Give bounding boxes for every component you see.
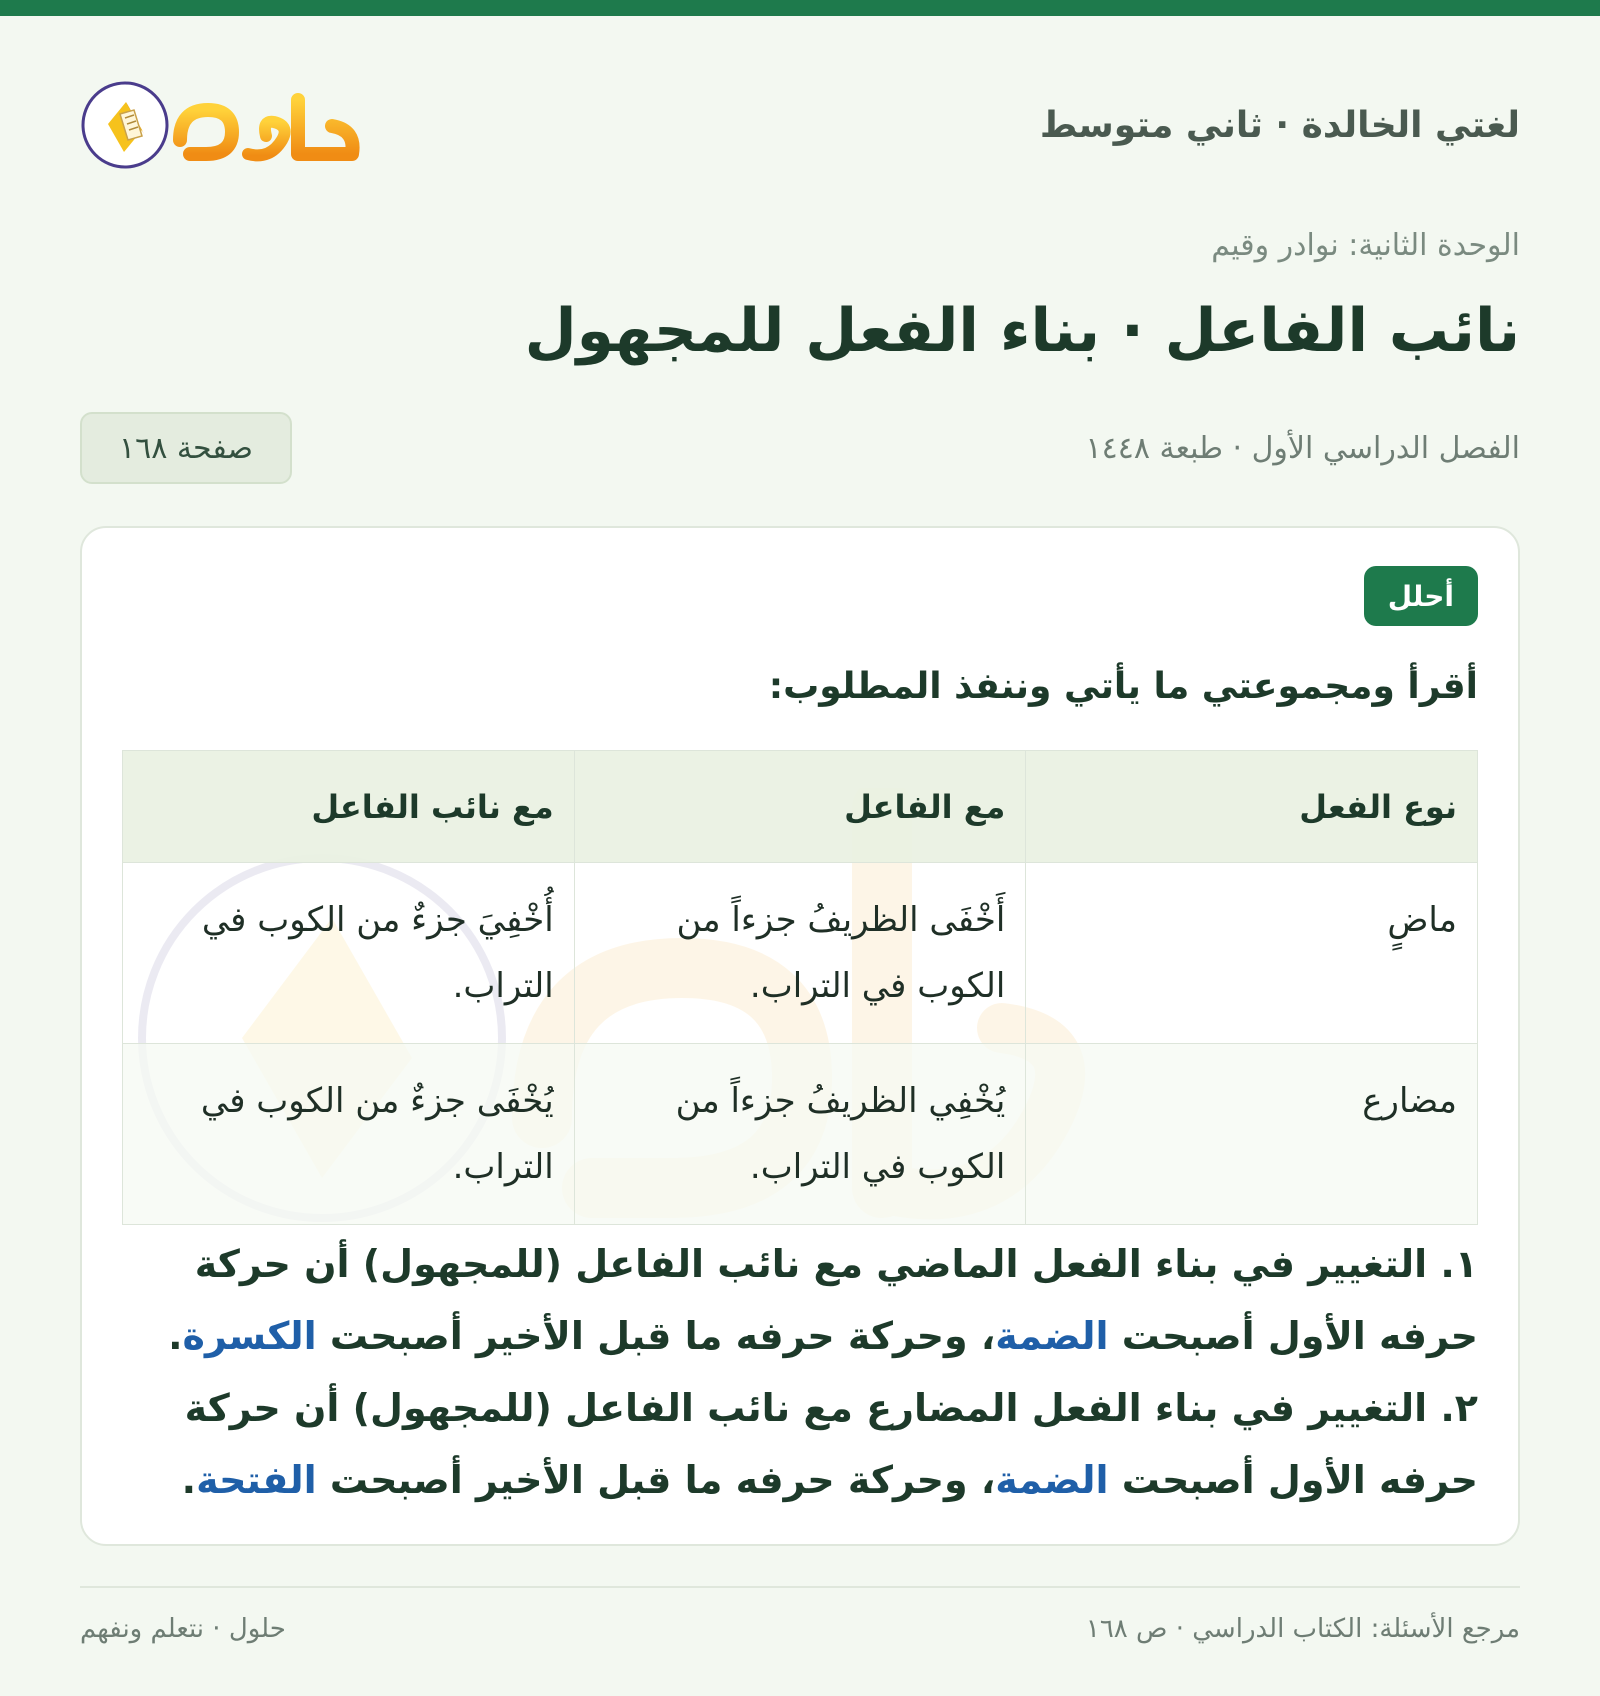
- table-row: [123, 1044, 1478, 1225]
- answer-highlight: الكسرة: [182, 1314, 317, 1358]
- footer-brand: حلول · نتعلم ونفهم: [80, 1614, 286, 1644]
- answer-number: ٢.: [1440, 1386, 1478, 1430]
- top-accent-bar: [0, 0, 1600, 16]
- table-cell: أَخْفَى الظريفُ جزءاً من الكوب في التراب.: [574, 863, 1026, 1044]
- answer-end: .: [181, 1458, 197, 1502]
- answer-item: [122, 1372, 1478, 1516]
- table-cell: يُخْفَى جزءٌ من الكوب في التراب.: [123, 1044, 575, 1225]
- table-header-row: [123, 751, 1478, 863]
- table-row: [123, 863, 1478, 1044]
- site-logo[interactable]: [80, 70, 360, 180]
- answer-item: [122, 1228, 1478, 1372]
- logo-wordmark-icon: [170, 70, 360, 180]
- column-header: نوع الفعل: [1026, 751, 1478, 863]
- answer-text: ، وحركة حرفه ما قبل الأخير أصبحت: [329, 1458, 996, 1502]
- column-header: مع نائب الفاعل: [123, 751, 575, 863]
- footer-divider: [80, 1586, 1520, 1588]
- table-cell: مضارع: [1026, 1044, 1478, 1225]
- answer-highlight: الضمة: [995, 1458, 1109, 1502]
- page-header: [80, 70, 1520, 180]
- answer-text: ، وحركة حرفه ما قبل الأخير أصبحت: [329, 1314, 996, 1358]
- verb-table: [122, 750, 1478, 1225]
- table-cell: يُخْفِي الظريفُ جزءاً من الكوب في التراب.: [574, 1044, 1026, 1225]
- exercise-card: [80, 526, 1520, 1546]
- page-number-badge: صفحة ١٦٨: [80, 412, 292, 484]
- questions-reference: مرجع الأسئلة: الكتاب الدراسي · ص ١٦٨: [1085, 1614, 1520, 1644]
- page-title: نائب الفاعل · بناء الفعل للمجهول: [524, 296, 1520, 366]
- answers-list: [122, 1228, 1478, 1516]
- answer-highlight: الضمة: [995, 1314, 1109, 1358]
- answer-text: التغيير في بناء الفعل الماضي مع نائب الفاعل (للمجهول) أن حركة حرفه الأول أصبحت: [194, 1242, 1478, 1358]
- book-emblem-icon: [80, 80, 170, 170]
- meta-row: [80, 412, 1520, 484]
- table-cell: ماضٍ: [1026, 863, 1478, 1044]
- page-footer: [80, 1614, 1520, 1644]
- column-header: مع الفاعل: [574, 751, 1026, 863]
- term-edition: الفصل الدراسي الأول · طبعة ١٤٤٨: [1085, 430, 1520, 466]
- instruction-text: أقرأ ومجموعتي ما يأتي وننفذ المطلوب:: [768, 666, 1478, 707]
- unit-label: الوحدة الثانية: نوادر وقيم: [1211, 228, 1520, 263]
- book-title: لغتي الخالدة · ثاني متوسط: [1039, 104, 1520, 146]
- table-cell: أُخْفِيَ جزءٌ من الكوب في التراب.: [123, 863, 575, 1044]
- answer-end: .: [168, 1314, 183, 1358]
- section-tag: أحلل: [1364, 566, 1478, 626]
- answer-number: ١.: [1440, 1242, 1478, 1286]
- answer-text: التغيير في بناء الفعل المضارع مع نائب الفاعل (للمجهول) أن حركة حرفه الأول أصبحت: [184, 1386, 1478, 1502]
- answer-highlight: الفتحة: [196, 1458, 317, 1502]
